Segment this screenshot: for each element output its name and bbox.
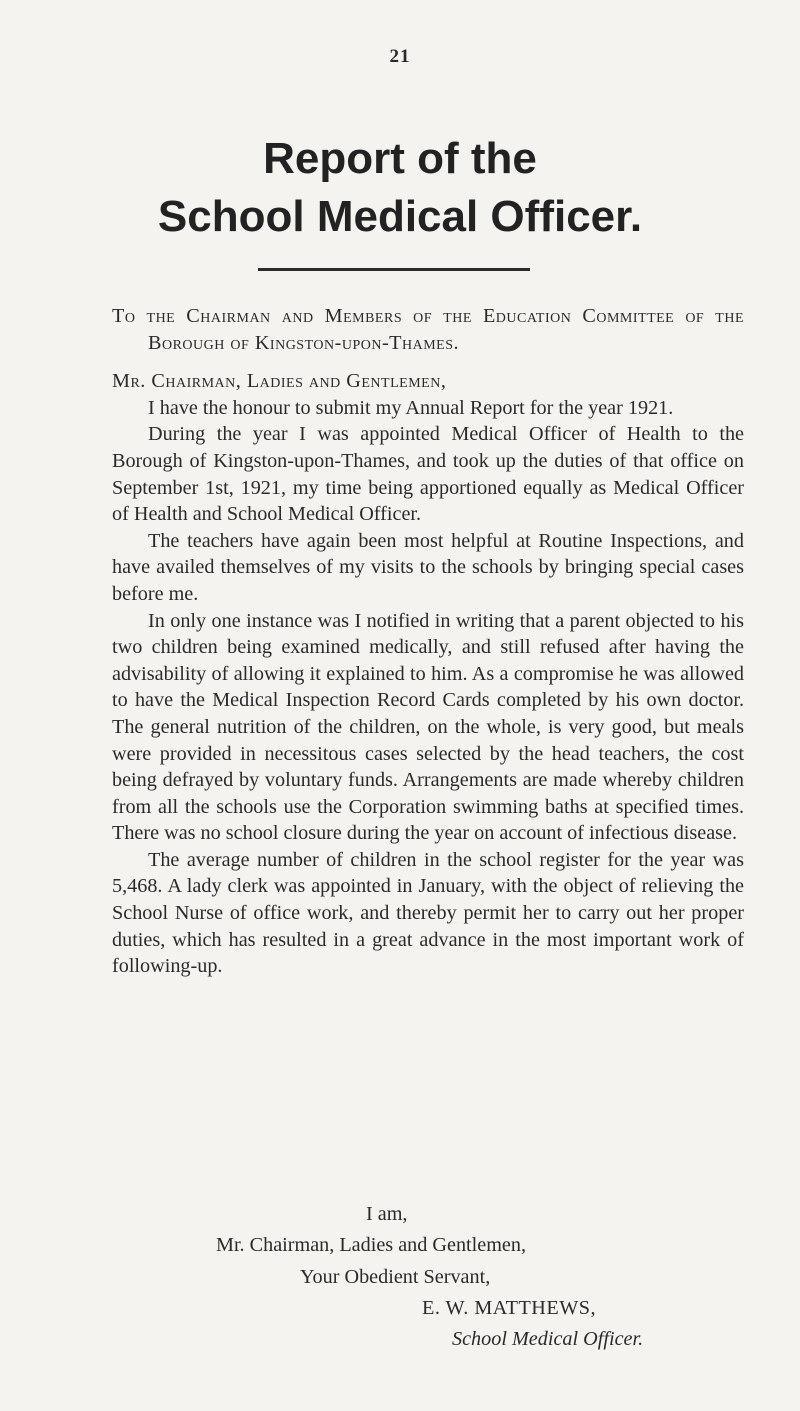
closing-i-am: I am, [366, 1203, 408, 1225]
paragraph-5: The average number of children in the school register for the year was 5,468. A lady clerk was appointed in January, with the object of relieving the School Nurse of office work, and thereby permit her to carry out her proper duties, which has resulted in a great advance in the most important work of following-up. [112, 848, 744, 978]
signature-name: E. W. MATTHEWS, [422, 1297, 597, 1319]
paragraph-4: In only one instance was I notified in writing that a parent objected to his two children being examined medically, and still refused after having the advisability of allowing it explained to him. As a compromise he was allowed to have the Medical Inspection Record Cards completed by his own doctor. The general nutrition of the children, on the whole, is very good, but meals were provided in necessitous cases selected by the head teachers, the cost being defrayed by voluntary funds. Arrangements are made whereby children from all the schools use the Corporation swimming baths at specified times. There was no school closure during the year on account of infectious disease. [112, 609, 744, 845]
page-title [0, 130, 800, 246]
signature-title: School Medical Officer. [452, 1328, 644, 1350]
title-divider [258, 268, 530, 271]
paragraph-2: During the year I was appointed Medical Officer of Health to the Borough of Kingston-upon-Thames, and took up the duties of that office on September 1st, 1921, my time being apportioned equally as Medical Officer of Health and School Medical Officer. [112, 423, 744, 526]
closing-address: Mr. Chairman, Ladies and Gentlemen, [216, 1234, 527, 1256]
page-number: 21 [389, 46, 411, 67]
paragraph-3: The teachers have again been most helpful at Routine Inspections, and have availed themselves of my visits to the schools by bringing special cases before me. [112, 529, 744, 605]
letter-body [112, 303, 744, 980]
closing-servant: Your Obedient Servant, [300, 1266, 491, 1288]
paragraph-1: I have the honour to submit my Annual Report for the year 1921. [148, 396, 674, 419]
title-line-1: Report of the [263, 134, 537, 183]
address-line: To the Chairman and Members of the Education Committee of the Borough of Kingston-upon-Thames. [112, 305, 744, 354]
title-line-2: School Medical Officer. [157, 192, 643, 241]
salutation: Mr. Chairman, Ladies and Gentlemen, [112, 370, 447, 393]
